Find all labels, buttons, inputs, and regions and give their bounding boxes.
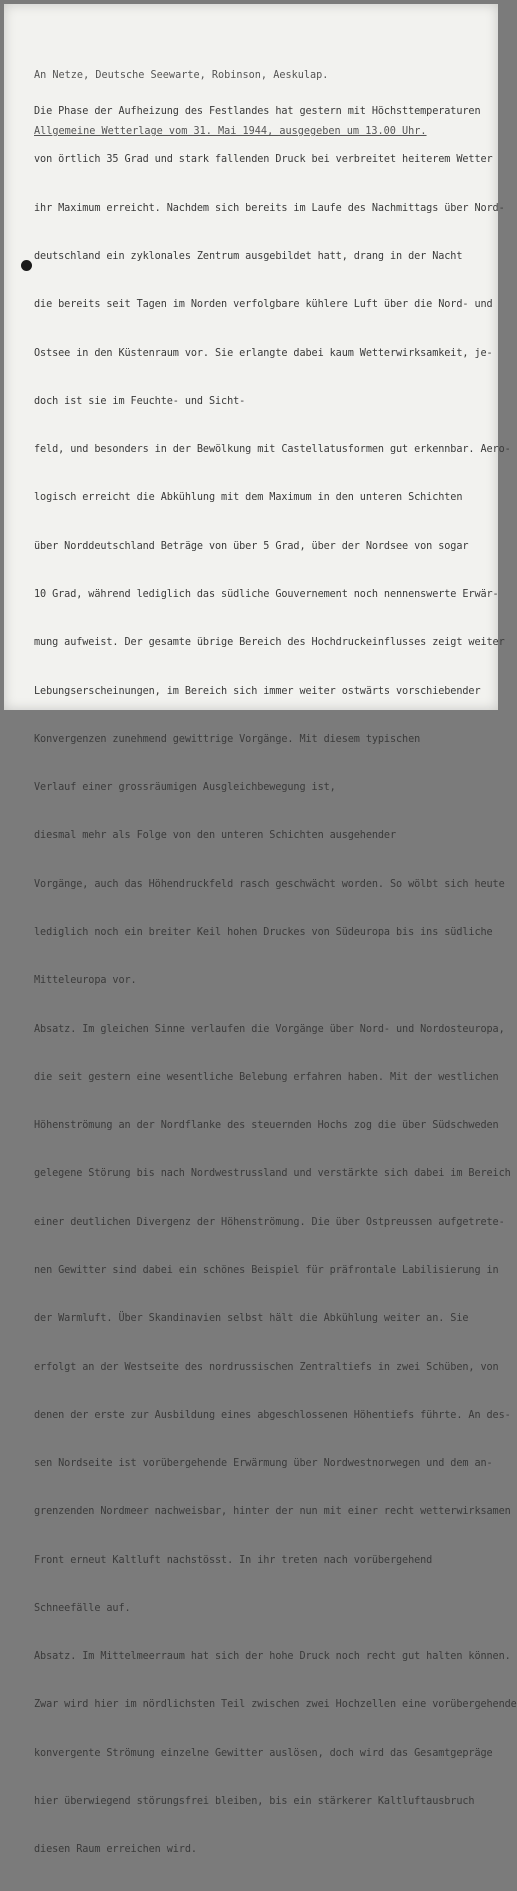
text-line: der Warmluft. Über Skandinavien selbst hält die Abkühlung weiter an. Sie (34, 1313, 469, 1325)
text-line: über Norddeutschland Beträge von über 5 Grad, über der Nordsee von sogar (34, 540, 469, 552)
report-body (34, 72, 517, 1891)
text-line: deutschland ein zyklonales Zentrum ausgebildet hatt, drang in der Nacht (34, 251, 463, 263)
text-line: Schneefälle auf. (34, 1602, 131, 1614)
text-line: mung aufweist. Der gesamte übrige Bereich des Hochdruckeinflusses zeigt weiter (34, 637, 505, 649)
text-line: erfolgt an der Westseite des nordrussischen Zentraltiefs in zwei Schüben, von (34, 1361, 499, 1373)
text-line: gelegene Störung bis nach Nordwestrussland und verstärkte sich dabei im Bereich (34, 1168, 511, 1180)
text-line: Ostsee in den Küstenraum vor. Sie erlangte dabei kaum Wetterwirksamkeit, je- (34, 347, 493, 359)
text-line: feld, und besonders in der Bewölkung mit Castellatusformen gut erkennbar. Aero- (34, 444, 511, 456)
text-line: Verlauf einer grossräumigen Ausgleichbewegung ist, (34, 782, 336, 794)
distribution-line: An Netze, Deutsche Seewarte, Robinson, Aeskulap. (34, 70, 329, 81)
text-line: einer deutlichen Divergenz der Höhenströmung. Die über Ostpreussen aufgetrete- (34, 1216, 505, 1228)
text-line: die seit gestern eine wesentliche Belebung erfahren haben. Mit der westlichen (34, 1071, 499, 1083)
text-line: Höhenströmung an der Nordflanke des steuernden Hochs zog die über Südschweden (34, 1120, 499, 1132)
text-line: denen der erste zur Ausbildung eines abgeschlossenen Höhentiefs führte. An des- (34, 1409, 511, 1421)
text-line: Konvergenzen zunehmend gewittrige Vorgänge. Mit diesem typischen (34, 733, 421, 745)
text-line: ihr Maximum erreicht. Nachdem sich bereits im Laufe des Nachmittags über Nord- (34, 202, 505, 214)
text-line: Die Phase der Aufheizung des Festlandes hat gestern mit Höchsttemperaturen (34, 106, 481, 118)
text-line: lediglich noch ein breiter Keil hohen Druckes von Südeuropa bis ins südliche (34, 926, 493, 938)
document-page (4, 4, 517, 1856)
report-title: Allgemeine Wetterlage vom 31. Mai 1944, ausgegeben um 13.00 Uhr. (34, 126, 427, 138)
text-line: nen Gewitter sind dabei ein schönes Beispiel für präfrontale Labilisierung in (34, 1264, 499, 1276)
text-line: Front erneut Kaltluft nachstösst. In ihr treten nach vorübergehend (34, 1554, 433, 1566)
text-line: die bereits seit Tagen im Norden verfolgbare kühlere Luft über die Nord- und (34, 299, 493, 311)
text-line: diesen Raum erreichen wird. (34, 1844, 197, 1856)
text-line: doch ist sie im Feuchte- und Sicht- (34, 395, 246, 407)
text-line: Zwar wird hier im nördlichsten Teil zwischen zwei Hochzellen eine vorübergehende (34, 1699, 517, 1711)
text-line: konvergente Strömung einzelne Gewitter auslösen, doch wird das Gesamtgepräge (34, 1747, 493, 1759)
punch-hole (21, 260, 32, 271)
text-line: grenzenden Nordmeer nachweisbar, hinter der nun mit einer recht wetterwirksamen (34, 1506, 511, 1518)
text-line: sen Nordseite ist vorübergehende Erwärmung über Nordwestnorwegen und dem an- (34, 1458, 493, 1470)
text-line: logisch erreicht die Abkühlung mit dem Maximum in den unteren Schichten (34, 492, 463, 504)
text-line: von örtlich 35 Grad und stark fallenden Druck bei verbreitet heiterem Wetter (34, 154, 493, 166)
text-line: Vorgänge, auch das Höhendruckfeld rasch geschwächt worden. So wölbt sich heute (34, 878, 505, 890)
text-line: Mitteleuropa vor. (34, 975, 137, 987)
text-line: 10 Grad, während lediglich das südliche Gouvernement noch nennenswerte Erwär- (34, 589, 499, 600)
text-line: hier überwiegend störungsfrei bleiben, bis ein stärkerer Kaltluftausbruch (34, 1796, 475, 1808)
text-line: Lebungserscheinungen, im Bereich sich immer weiter ostwärts vorschiebender (34, 685, 481, 697)
text-line: diesmal mehr als Folge von den unteren Schichten ausgehender (34, 830, 397, 842)
text-line: Absatz. Im Mittelmeerraum hat sich der hohe Druck noch recht gut halten können. (34, 1651, 511, 1663)
text-line: Absatz. Im gleichen Sinne verlaufen die Vorgänge über Nord- und Nordosteuropa, (34, 1023, 505, 1035)
